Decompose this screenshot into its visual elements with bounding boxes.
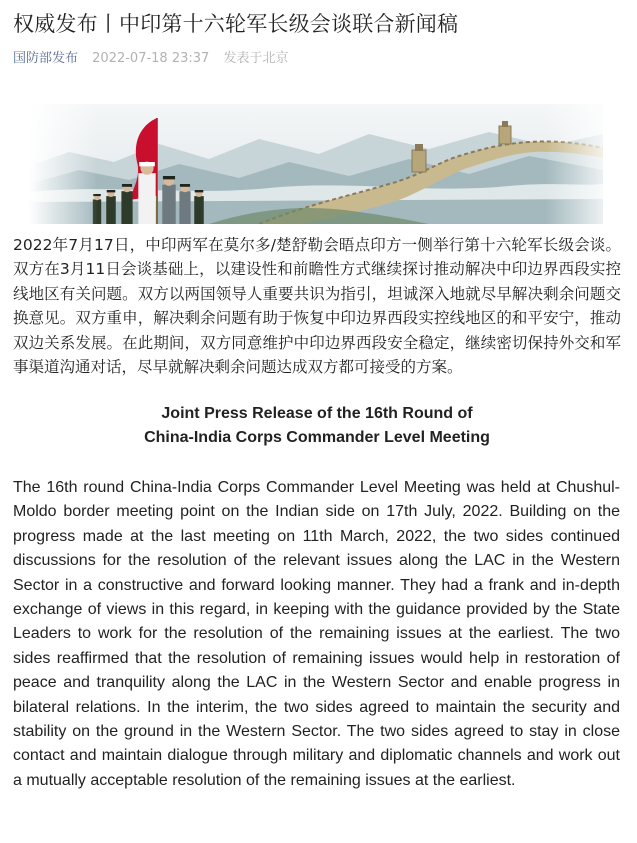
publish-location: 发表于北京 [223,51,289,66]
banner-image [29,104,603,224]
english-heading-line-2: China-India Corps Commander Level Meeting [144,429,490,446]
english-heading [13,402,621,450]
great-wall-honor-guard-illustration [29,104,603,224]
publish-time: 2022-07-18 23:37 [92,51,210,66]
english-heading-line-1: Joint Press Release of the 16th Round of [161,405,473,422]
author-link[interactable]: 国防部发布 [13,51,79,66]
english-paragraph: The 16th round China-India Corps Commander Level Meeting was held at Chushul-Moldo border meeting point on the Indian side on 17th July, 2022. Building on the progress made at the last meeting on 11th March, 2022, the two sides continued discussions for the resolution of the relevant issues along the LAC in the Western Sector in a constructive and forward looking manner. They had a frank and in-depth exchange of views in this regard, in keeping with the guidance provided by the State Leaders to work for the resolution of the remaining issues at the earliest. The two sides reaffirmed that the resolution of remaining issues would help in restoration of peace and tranquility along the LAC in the Western Sector and enable progress in bilateral relations. In the interim, the two sides agreed to maintain the security and stability on the ground in the Western Sector. The two sides agreed to stay in close contact and maintain dialogue through military and diplomatic channels and work out a mutually acceptable resolution of the remaining issues at the earliest. [13,479,620,789]
chinese-paragraph: 2022年7月17日，中印两军在莫尔多/楚舒勒会晤点印方一侧举行第十六轮军长级会谈。双方在3月11日会谈基础上，以建设性和前瞻性方式继续探讨推动解决中印边界西段实控线地区有关问题。双方以两国领导人重要共识为指引，坦诚深入地就尽早解决剩余问题交换意见。双方重申，解决剩余问题有助于恢复中印边界西段实控线地区的和平安宁，推动双边关系发展。在此期间，双方同意维护中印边界西段安全稳定，继续密切保持外交和军事渠道沟通对话，尽早就解决剩余问题达成双方都可接受的方案。 [13,236,621,377]
article-title: 权威发布丨中印第十六轮军长级会谈联合新闻稿 [13,12,459,36]
article-meta [13,50,298,68]
